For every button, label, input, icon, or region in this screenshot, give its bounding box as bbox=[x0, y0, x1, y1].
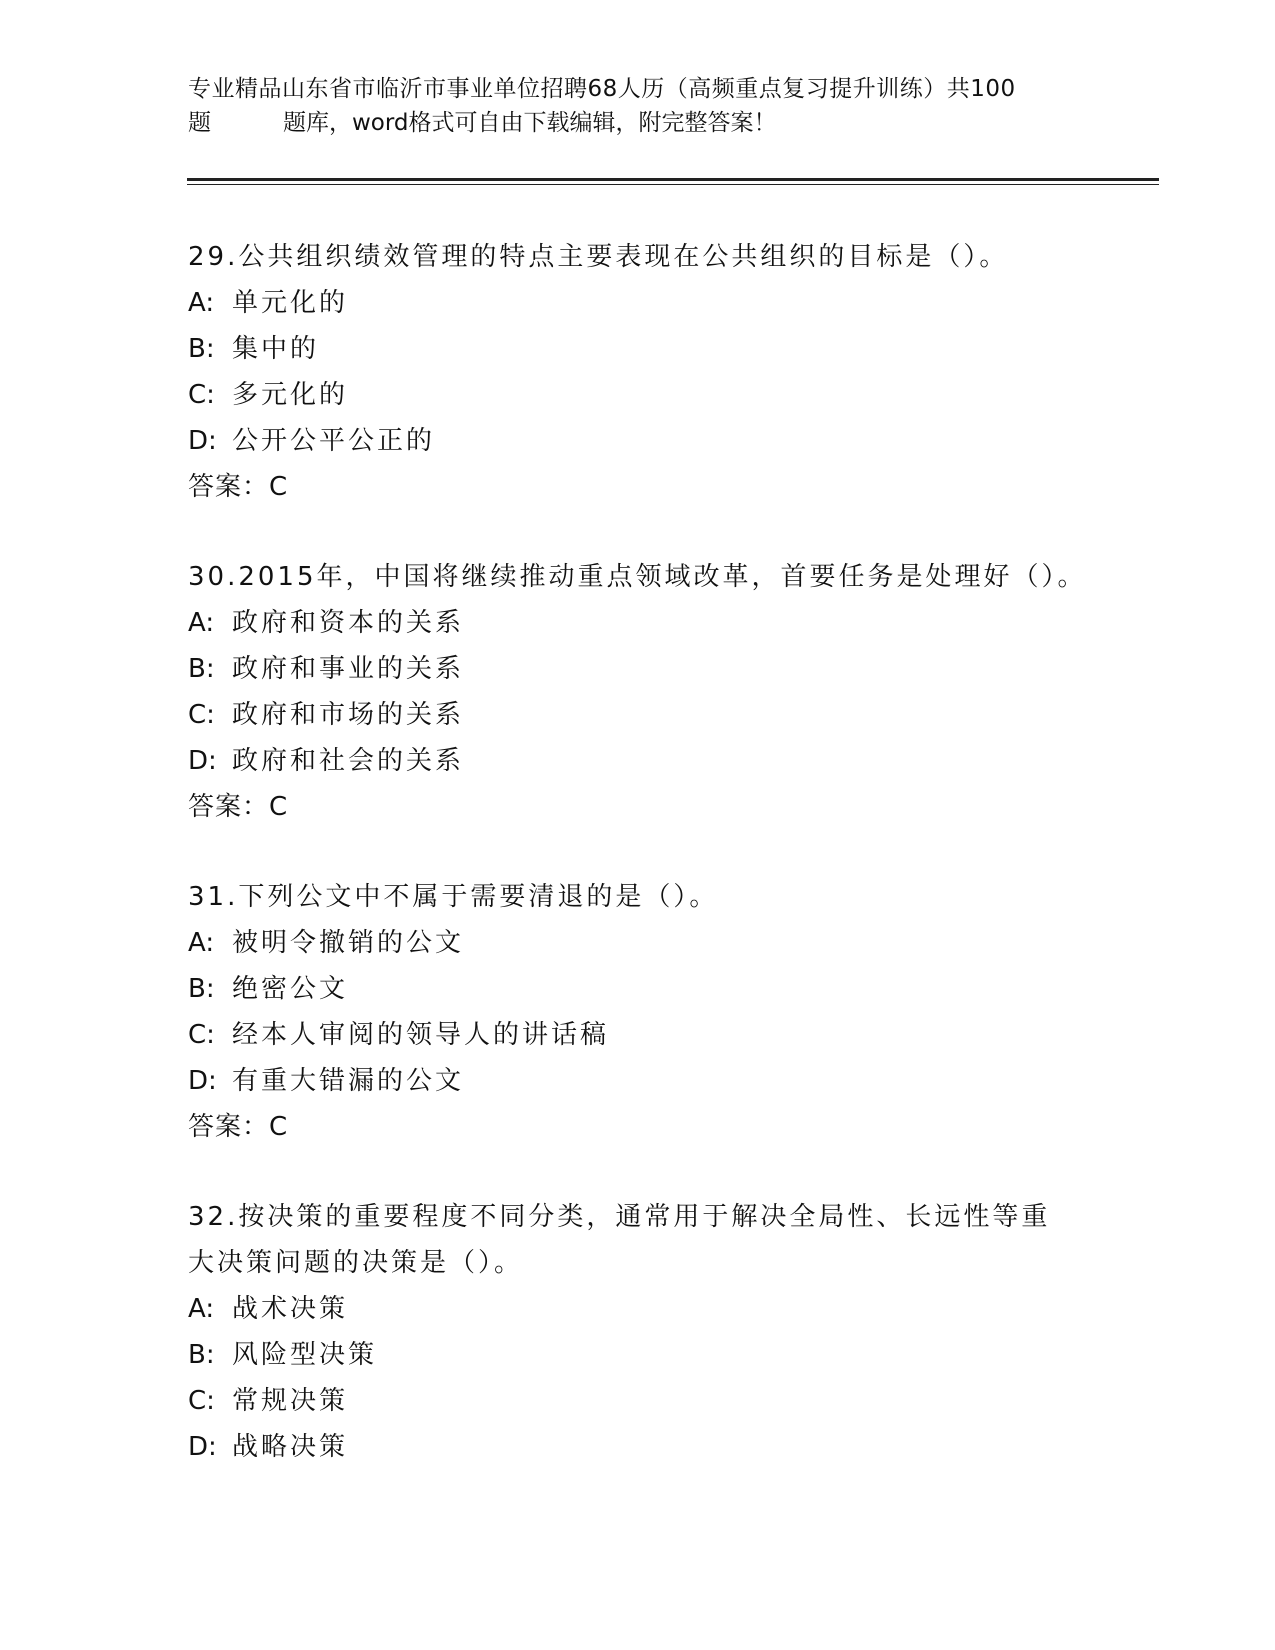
option-text: 战术决策 bbox=[232, 1294, 349, 1324]
question-30 bbox=[188, 554, 1088, 830]
answer-line: 答案：C bbox=[188, 792, 289, 822]
option-a bbox=[188, 1286, 1088, 1332]
header-line2-tail: 题库，word格式可自由下载编辑，附完整答案！ bbox=[283, 110, 777, 136]
option-b bbox=[188, 966, 1088, 1012]
option-letter: B: bbox=[188, 654, 215, 684]
header-title-line2 bbox=[188, 106, 1088, 140]
option-text: 有重大错漏的公文 bbox=[232, 1066, 465, 1096]
option-letter: D: bbox=[188, 746, 217, 776]
question-stem: 31.下列公文中不属于需要清退的是（）。 bbox=[188, 882, 719, 912]
option-b bbox=[188, 1332, 1088, 1378]
option-letter: B: bbox=[188, 1340, 215, 1370]
option-text: 被明令撤销的公文 bbox=[232, 928, 465, 958]
option-d bbox=[188, 738, 1088, 784]
option-text: 政府和市场的关系 bbox=[232, 700, 465, 730]
option-letter: B: bbox=[188, 334, 215, 364]
answer-line: 答案：C bbox=[188, 472, 289, 502]
option-d bbox=[188, 1058, 1088, 1104]
option-a bbox=[188, 920, 1088, 966]
option-d bbox=[188, 1424, 1088, 1470]
option-letter: A: bbox=[188, 1294, 215, 1324]
option-text: 多元化的 bbox=[232, 380, 349, 410]
option-letter: A: bbox=[188, 288, 215, 318]
option-text: 政府和事业的关系 bbox=[232, 654, 465, 684]
document-header bbox=[188, 72, 1088, 140]
question-stem: 30.2015年，中国将继续推动重点领域改革，首要任务是处理好（）。 bbox=[188, 562, 1087, 592]
option-letter: C: bbox=[188, 1386, 215, 1416]
option-letter: D: bbox=[188, 1432, 217, 1462]
question-32 bbox=[188, 1194, 1088, 1470]
option-letter: B: bbox=[188, 974, 215, 1004]
header-line2-head: 题 bbox=[188, 110, 211, 136]
option-text: 公开公平公正的 bbox=[232, 426, 436, 456]
header-divider-thick bbox=[187, 178, 1159, 181]
question-31 bbox=[188, 874, 1088, 1150]
option-c bbox=[188, 372, 1088, 418]
option-text: 经本人审阅的领导人的讲话稿 bbox=[232, 1020, 610, 1050]
option-c bbox=[188, 1378, 1088, 1424]
option-text: 常规决策 bbox=[232, 1386, 349, 1416]
option-letter: D: bbox=[188, 426, 217, 456]
option-letter: A: bbox=[188, 608, 215, 638]
question-stem: 29.公共组织绩效管理的特点主要表现在公共组织的目标是（）。 bbox=[188, 242, 1009, 272]
option-letter: C: bbox=[188, 700, 215, 730]
option-a bbox=[188, 600, 1088, 646]
question-29 bbox=[188, 234, 1088, 510]
option-letter: C: bbox=[188, 1020, 215, 1050]
question-stem: 32.按决策的重要程度不同分类，通常用于解决全局性、长远性等重大决策问题的决策是（）。 bbox=[188, 1202, 1051, 1278]
option-text: 风险型决策 bbox=[232, 1340, 378, 1370]
option-letter: D: bbox=[188, 1066, 217, 1096]
option-text: 战略决策 bbox=[232, 1432, 349, 1462]
option-letter: C: bbox=[188, 380, 215, 410]
option-d bbox=[188, 418, 1088, 464]
option-text: 集中的 bbox=[232, 334, 320, 364]
option-c bbox=[188, 692, 1088, 738]
option-letter: A: bbox=[188, 928, 215, 958]
option-text: 绝密公文 bbox=[232, 974, 349, 1004]
option-text: 政府和社会的关系 bbox=[232, 746, 465, 776]
option-a bbox=[188, 280, 1088, 326]
header-title-line1: 专业精品山东省市临沂市事业单位招聘68人历（高频重点复习提升训练）共100 bbox=[188, 76, 1016, 102]
option-text: 单元化的 bbox=[232, 288, 349, 318]
option-text: 政府和资本的关系 bbox=[232, 608, 465, 638]
option-b bbox=[188, 646, 1088, 692]
option-c bbox=[188, 1012, 1088, 1058]
answer-line: 答案：C bbox=[188, 1112, 289, 1142]
option-b bbox=[188, 326, 1088, 372]
header-divider-thin bbox=[187, 184, 1159, 185]
